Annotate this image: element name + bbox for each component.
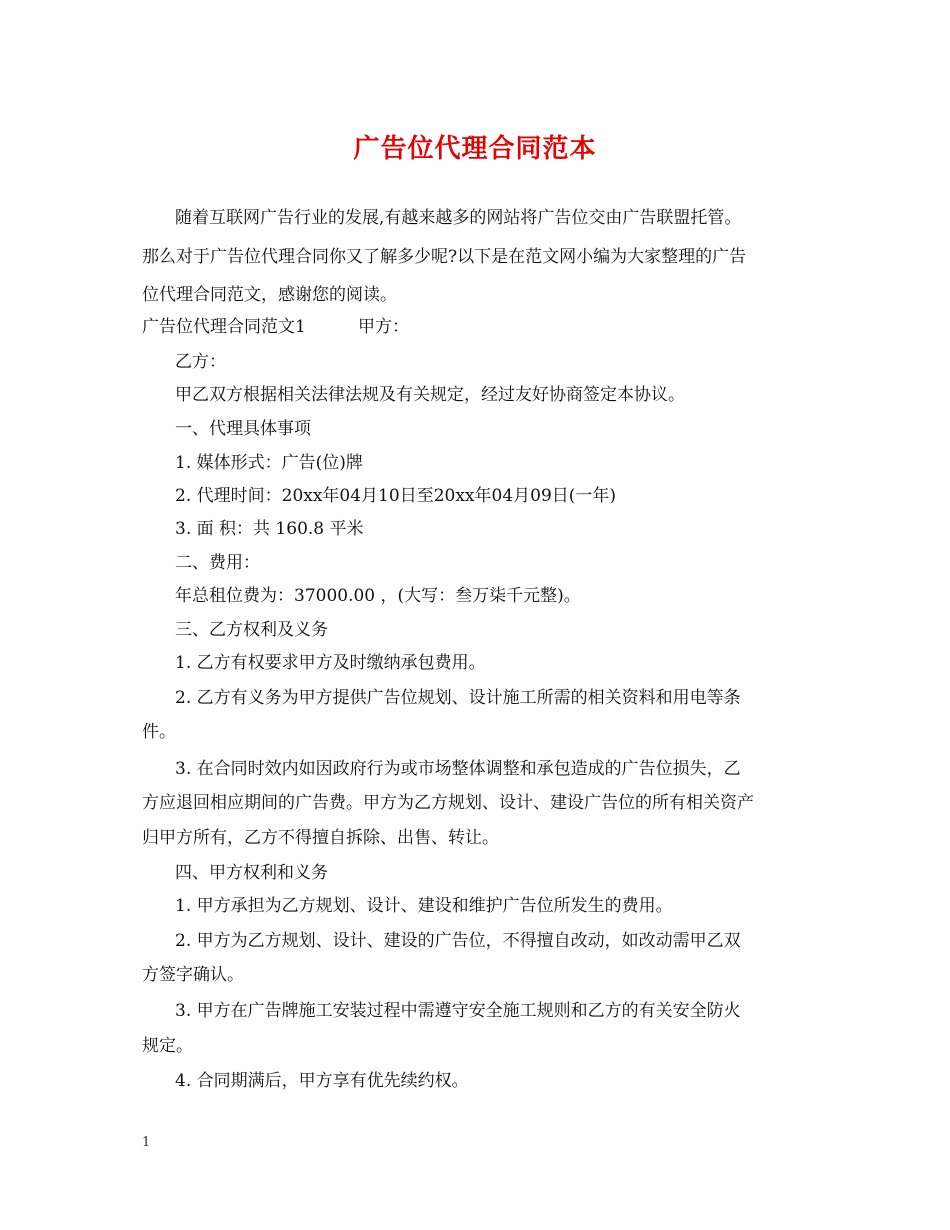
section-item-continuation: 件。 <box>142 722 176 742</box>
agreement-statement: 甲乙双方根据相关法律法规及有关规定，经过友好协商签定本协议。 <box>175 385 685 405</box>
section-item-continuation: 方应退回相应期间的广告费。甲方为乙方规划、设计、建设广告位的所有相关资产 <box>142 793 754 813</box>
party-b-label: 乙方： <box>175 352 226 372</box>
document-title: 广告位代理合同范本 <box>353 134 597 164</box>
section-heading: 四、甲方权利和义务 <box>175 863 328 883</box>
section-heading: 三、乙方权利及义务 <box>175 620 328 640</box>
sample-heading: 广告位代理合同范文1 <box>142 317 306 337</box>
section-item: 2. 代理时间：20xx年04月10日至20xx年04月09日(一年) <box>175 486 617 506</box>
section-item: 4. 合同期满后，甲方享有优先续约权。 <box>175 1071 469 1091</box>
party-a-label: 甲方： <box>358 317 409 337</box>
section-item: 1. 媒体形式：广告(位)牌 <box>175 453 363 473</box>
section-item-continuation: 归甲方所有，乙方不得擅自拆除、出售、转让。 <box>142 828 499 848</box>
section-item: 2. 乙方有义务为甲方提供广告位规划、设计施工所需的相关资料和用电等条 <box>175 688 741 708</box>
section-item: 3. 在合同时效内如因政府行为或市场整体调整和承包造成的广告位损失，乙 <box>175 759 741 779</box>
intro-line-1: 随着互联网广告行业的发展,有越来越多的网站将广告位交由广告联盟托管。 <box>175 208 742 228</box>
section-item-continuation: 方签字确认。 <box>142 965 244 985</box>
section-heading: 二、费用： <box>175 553 260 573</box>
intro-line-2: 那么对于广告位代理合同你又了解多少呢?以下是在范文网小编为大家整理的广告 <box>142 247 747 267</box>
section-item: 1. 甲方承担为乙方规划、设计、建设和维护广告位所发生的费用。 <box>175 896 673 916</box>
section-heading: 一、代理具体事项 <box>175 419 311 439</box>
annual-fee: 年总租位费为：37000.00 ，(大写：叁万柒千元整)。 <box>175 586 581 606</box>
page-number: 1 <box>142 1135 151 1150</box>
section-item: 1. 乙方有权要求甲方及时缴纳承包费用。 <box>175 653 486 673</box>
section-item: 3. 面 积：共 160.8 平米 <box>175 519 364 539</box>
section-item: 2. 甲方为乙方规划、设计、建设的广告位，不得擅自改动，如改动需甲乙双 <box>175 931 741 951</box>
intro-line-3: 位代理合同范文，感谢您的阅读。 <box>142 285 397 305</box>
section-item: 3. 甲方在广告牌施工安装过程中需遵守安全施工规则和乙方的有关安全防火 <box>175 1001 741 1021</box>
section-item-continuation: 规定。 <box>142 1036 193 1056</box>
